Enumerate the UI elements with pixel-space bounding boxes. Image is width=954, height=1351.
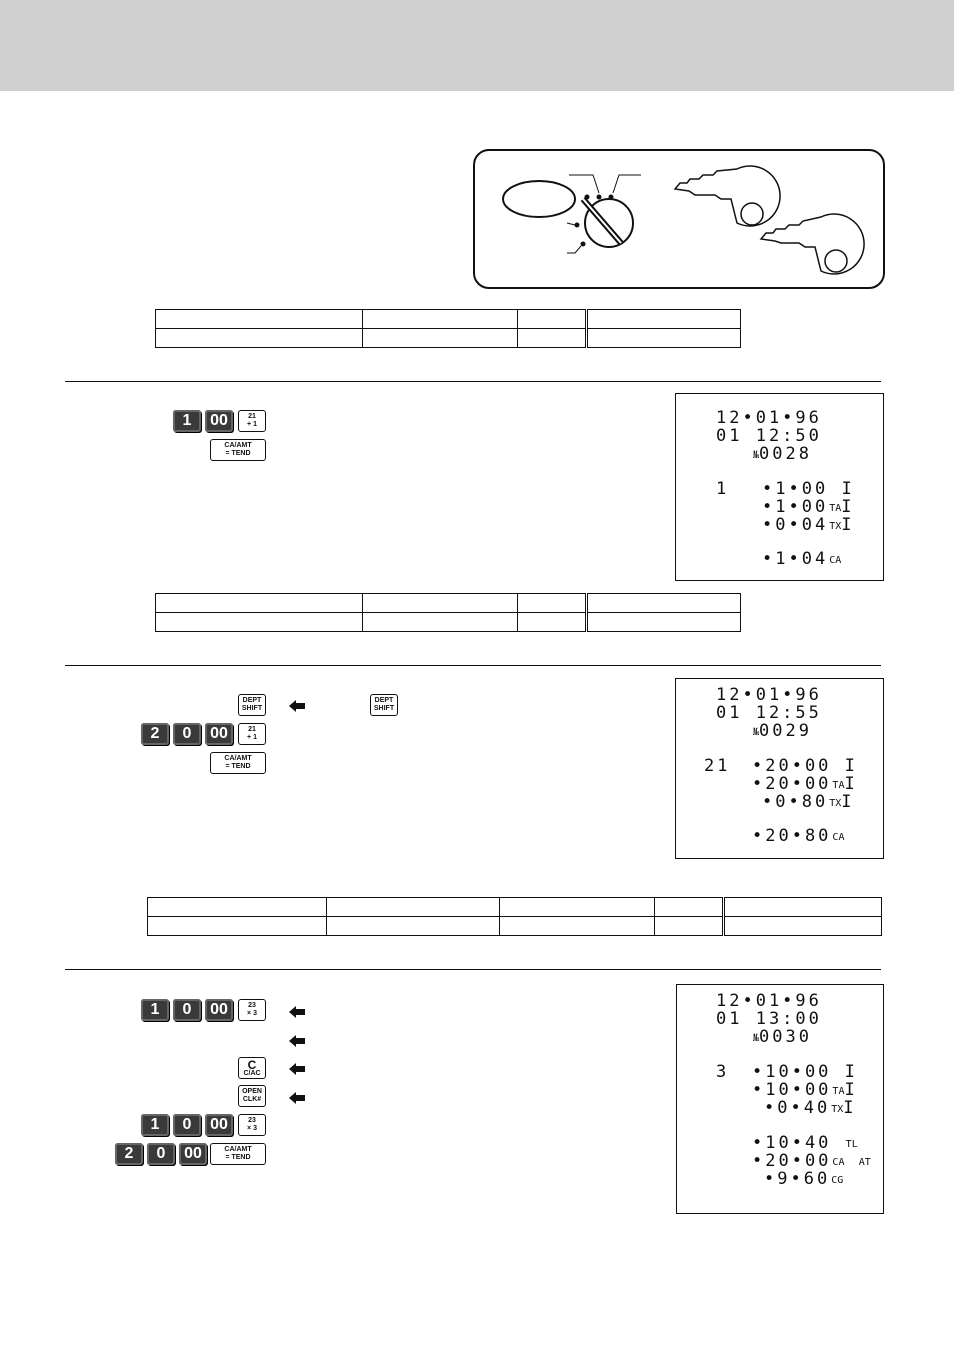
receipt-date: 12•01•96 — [716, 991, 822, 1011]
section-divider-1 — [65, 381, 881, 382]
dept-key-21[interactable]: 21 + 1 — [238, 723, 266, 745]
receipt-item-amount: •1•00 I — [762, 479, 855, 499]
receipt-2 — [675, 678, 884, 859]
key-illustration-2 — [761, 214, 864, 274]
receipt-tax-amount: •0•80TXI — [762, 792, 855, 812]
key-1[interactable]: 1 — [141, 1114, 169, 1136]
receipt-3 — [676, 984, 884, 1214]
receipt-time: 01 12:55 — [716, 703, 822, 723]
key-illustration-1 — [675, 166, 780, 226]
receipt-total: •20•80CA — [752, 826, 845, 846]
receipt-time: 01 12:50 — [716, 426, 822, 446]
receipt-subtotal: •10•40 TL — [752, 1133, 858, 1153]
key-0[interactable]: 0 — [147, 1143, 175, 1165]
receipt-date: 12•01•96 — [716, 685, 822, 705]
dept-key-1[interactable]: 21 + 1 — [238, 410, 266, 432]
receipt-total: •1•04CA — [762, 549, 842, 569]
mode-switch-illustration — [473, 149, 885, 289]
receipt-item-amount: •10•00 I — [752, 1062, 858, 1082]
dept-key-3[interactable]: 23 × 3 — [238, 999, 266, 1021]
key-00[interactable]: 00 — [205, 723, 233, 745]
dept-shift-key[interactable]: DEPT SHIFT — [238, 694, 266, 716]
receipt-taxable-amount: •1•00TAI — [762, 497, 855, 517]
receipt-1 — [675, 393, 884, 581]
key-1[interactable]: 1 — [141, 999, 169, 1021]
receipt-change: •9•60CG — [764, 1169, 844, 1189]
mode-switch-diagram — [475, 151, 883, 287]
key-0[interactable]: 0 — [173, 999, 201, 1021]
arrow-left-icon — [289, 1063, 305, 1075]
key-1[interactable]: 1 — [173, 410, 201, 432]
receipt-number: №0029 — [753, 721, 812, 741]
key-0[interactable]: 0 — [173, 723, 201, 745]
clear-key[interactable]: C C/AC — [238, 1057, 266, 1079]
receipt-taxable-amount: •20•00TAI — [752, 774, 858, 794]
page-header-band — [0, 0, 954, 91]
key-00[interactable]: 00 — [205, 999, 233, 1021]
key-0[interactable]: 0 — [173, 1114, 201, 1136]
key-2[interactable]: 2 — [115, 1143, 143, 1165]
section-divider-2 — [65, 665, 881, 666]
key-2[interactable]: 2 — [141, 723, 169, 745]
key-00[interactable]: 00 — [205, 1114, 233, 1136]
arrow-left-icon — [289, 1006, 305, 1018]
receipt-date: 12•01•96 — [716, 408, 822, 428]
open-clk-key[interactable]: OPEN CLK# — [238, 1085, 266, 1107]
dept-key-3[interactable]: 23 × 3 — [238, 1114, 266, 1136]
program-table-2 — [155, 593, 741, 632]
program-table-3 — [147, 897, 882, 936]
receipt-number: №0028 — [753, 444, 812, 464]
receipt-dept: 3 — [716, 1062, 730, 1082]
arrow-left-icon — [289, 1092, 305, 1104]
receipt-number: №0030 — [753, 1027, 812, 1047]
receipt-tax-amount: •0•40TXI — [764, 1098, 857, 1118]
receipt-dept: 21 — [704, 756, 731, 776]
reg-mode-highlight — [503, 181, 575, 217]
key-00[interactable]: 00 — [179, 1143, 207, 1165]
cash-amt-tend-key[interactable]: CA/AMT = TEND — [210, 1143, 266, 1165]
receipt-dept: 1 — [716, 479, 730, 499]
receipt-tax-amount: •0•04TXI — [762, 515, 855, 535]
receipt-amount-tendered: •20•00CA AT — [752, 1151, 871, 1171]
key-00[interactable]: 00 — [205, 410, 233, 432]
cash-amt-tend-key[interactable]: CA/AMT = TEND — [210, 439, 266, 461]
cash-amt-tend-key[interactable]: CA/AMT = TEND — [210, 752, 266, 774]
section-divider-3 — [65, 969, 881, 970]
arrow-left-icon — [289, 700, 305, 712]
arrow-left-icon — [289, 1035, 305, 1047]
receipt-taxable-amount: •10•00TAI — [752, 1080, 858, 1100]
dept-shift-key-reference: DEPT SHIFT — [370, 694, 398, 716]
receipt-time: 01 13:00 — [716, 1009, 822, 1029]
receipt-item-amount: •20•00 I — [752, 756, 858, 776]
program-table-1 — [155, 309, 741, 348]
